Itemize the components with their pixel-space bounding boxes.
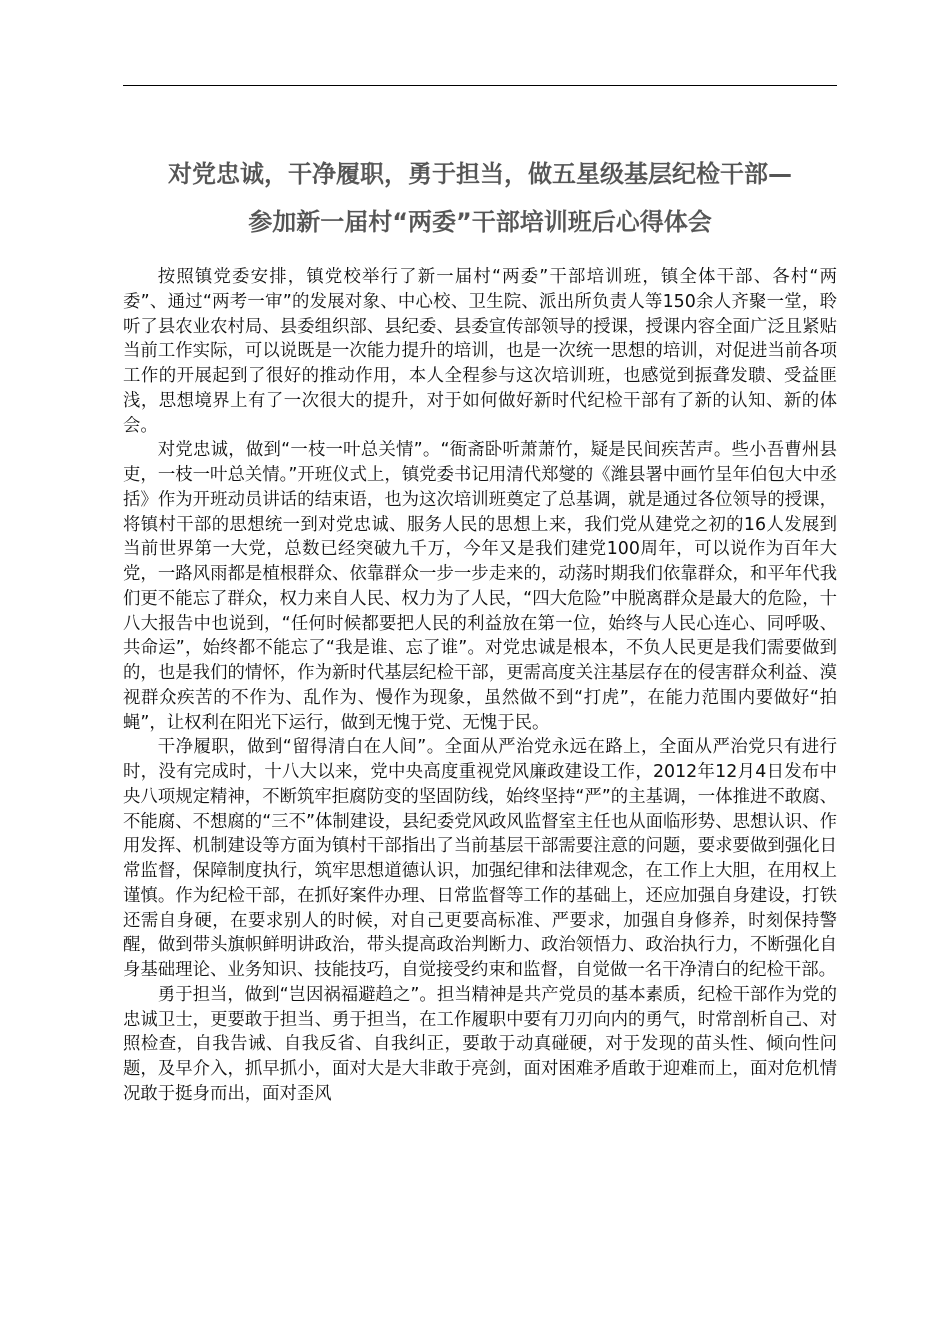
- paragraph-loyalty: 对党忠诚，做到“一枝一叶总关情”。“衙斋卧听萧萧竹，疑是民间疾苦声。些小吾曹州县吏，一枝一叶总关情。”开班仪式上，镇党委书记用清代郑燮的《潍县署中画竹呈年伯包大中丞括》作为开班动员讲话的结束语，也为这次培训班奠定了总基调，就是通过各位领导的授课，将镇村干部的思想统一到对党忠诚、服务人民的思想上来，我们党从建党之初的16人发展到当前世界第一大党，总数已经突破九千万，今年又是我们建党100周年，可以说作为百年大党，一路风雨都是植根群众、依靠群众一步一步走来的，动荡时期我们依靠群众，和平年代我们更不能忘了群众，权力来自人民、权力为了人民，“四大危险”中脱离群众是最大的危险，十八大报告中也说到，“任何时候都要把人民的利益放在第一位，始终与人民心连心、同呼吸、共命运”，始终都不能忘了“我是谁、忘了谁”。对党忠诚是根本，不负人民更是我们需要做到的，也是我们的情怀，作为新时代基层纪检干部，更需高度关注基层存在的侵害群众利益、漠视群众疾苦的不作为、乱作为、慢作为现象，虽然做不到“打虎”，在能力范围内要做好“拍蝇”，让权利在阳光下运行，做到无愧于党、无愧于民。: [123, 440, 837, 733]
- paragraph-intro: 按照镇党委安排，镇党校举行了新一届村“两委”干部培训班，镇全体干部、各村“两委”、通过“两考一审”的发展对象、中心校、卫生院、派出所负责人等150余人齐聚一堂，聆听了县农业农村局、县委组织部、县纪委、县委宣传部领导的授课，授课内容全面广泛且紧贴当前工作实际，可以说既是一次能力提升的培训，也是一次统一思想的培训，对促进当前各项工作的开展起到了很好的推动作用，本人全程参与这次培训班，也感觉到振聋发聩、受益匪浅，思想境界上有了一次很大的提升，对于如何做好新时代纪检干部有了新的认知、新的体会。: [123, 267, 837, 436]
- paragraph-integrity: 干净履职，做到“留得清白在人间”。全面从严治党永远在路上，全面从严治党只有进行时，没有完成时，十八大以来，党中央高度重视党风廉政建设工作，2012年12月4日发布中央八项规定精神，不断筑牢拒腐防变的坚固防线，始终坚持“严”的主基调，一体推进不敢腐、不能腐、不想腐的“三不”体制建设，县纪委党风政风监督室主任也从面临形势、思想认识、作用发挥、机制建设等方面为镇村干部指出了当前基层干部需要注意的问题，要求要做到强化日常监督，保障制度执行，筑牢思想道德认识，加强纪律和法律观念，在工作上大胆，在用权上谨慎。作为纪检干部，在抓好案件办理、日常监督等工作的基础上，还应加强自身建设，打铁还需自身硬，在要求别人的时候，对自己更要高标准、严要求，加强自身修养，时刻保持警醒，做到带头旗帜鲜明讲政治，带头提高政治判断力、政治领悟力、政治执行力，不断强化自身基础理论、业务知识、技能技巧，自觉接受约束和监督，自觉做一名干净清白的纪检干部。: [123, 737, 837, 980]
- title-line-1: 对党忠诚，干净履职，勇于担当，做五星级基层纪检干部—: [168, 160, 792, 188]
- title-line-2: 参加新一届村“两委”干部培训班后心得体会: [248, 208, 712, 236]
- header-rule: [123, 85, 837, 86]
- paragraph-responsibility: 勇于担当，做到“岂因祸福避趋之”。担当精神是共产党员的基本素质，纪检干部作为党的忠诚卫士，更要敢于担当、勇于担当，在工作履职中要有刀刃向内的勇气，时常剖析自己、对照检查，自我告诫、自我反省、自我纠正，要敢于动真碰硬，对于发现的苗头性、倾向性问题，及早介入，抓早抓小，面对大是大非敢于亮剑，面对困难矛盾敢于迎难而上，面对危机情况敢于挺身而出，面对歪风: [123, 984, 837, 1104]
- document-body: [123, 265, 837, 1107]
- document-title: [123, 150, 837, 246]
